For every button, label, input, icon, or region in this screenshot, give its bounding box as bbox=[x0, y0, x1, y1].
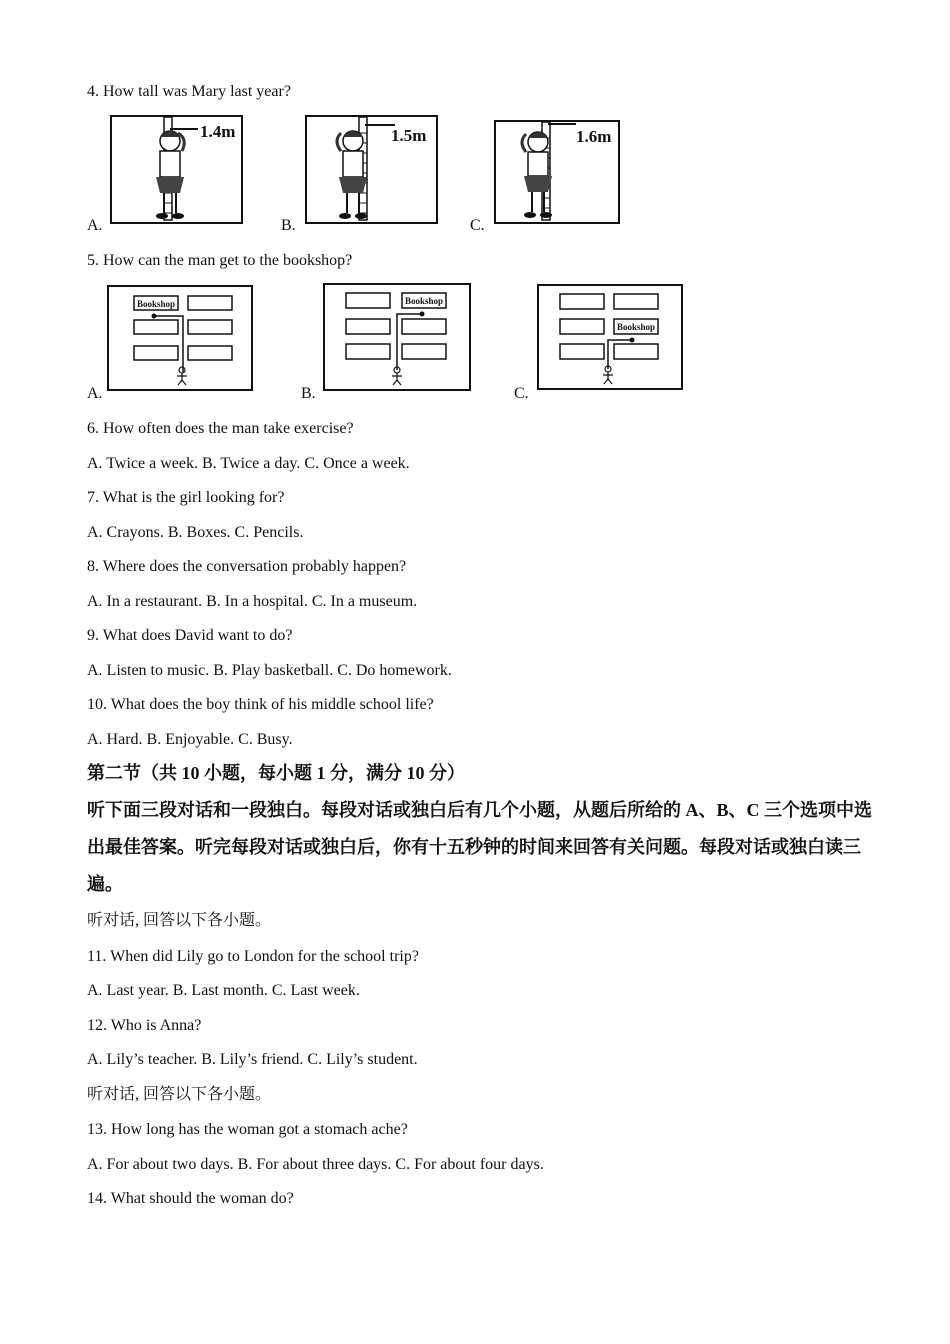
dialog1-intro: 听对话, 回答以下各小题。 bbox=[87, 912, 272, 929]
q14-question: 14. What should the woman do? bbox=[87, 1190, 294, 1207]
q12-question: 12. Who is Anna? bbox=[87, 1017, 202, 1034]
q12-options: A. Lily’s teacher. B. Lily’s friend. C. Lily’s student. bbox=[87, 1051, 418, 1068]
q5-option-b-label: B. bbox=[301, 385, 316, 402]
section2-instructions: 听下面三段对话和一段独白。每段对话或独白后有几个小题，从题后所给的 A、B、C 三个选项中选出最佳答案。听完每段对话或独白后，你有十五秒钟的时间来回答有关问题。每段对话或独白读三遍。 bbox=[87, 800, 872, 894]
q4-option-c-image bbox=[492, 118, 622, 226]
q4-option-b-image bbox=[303, 113, 441, 227]
q7-options: A. Crayons. B. Boxes. C. Pencils. bbox=[87, 524, 304, 541]
q5-option-b-shop: Bookshop bbox=[405, 296, 444, 306]
q6-question: 6. How often does the man take exercise? bbox=[87, 420, 354, 437]
q5-question: 5. How can the man get to the bookshop? bbox=[87, 252, 353, 269]
q13-options: A. For about two days. B. For about three days. C. For about four days. bbox=[87, 1156, 544, 1173]
q11-question: 11. When did Lily go to London for the school trip? bbox=[87, 948, 419, 965]
q7-question: 7. What is the girl looking for? bbox=[87, 489, 285, 506]
q9-options: A. Listen to music. B. Play basketball. C. Do homework. bbox=[87, 662, 452, 679]
q4-option-a-height: 1.4m bbox=[200, 122, 236, 141]
q4-option-a-image bbox=[108, 113, 246, 227]
q9-question: 9. What does David want to do? bbox=[87, 627, 293, 644]
q4-question: 4. How tall was Mary last year? bbox=[87, 83, 291, 100]
q5-option-a-map bbox=[106, 284, 254, 392]
dialog2-intro: 听对话, 回答以下各小题。 bbox=[87, 1086, 272, 1103]
q10-question: 10. What does the boy think of his middle school life? bbox=[87, 696, 434, 713]
q6-options: A. Twice a week. B. Twice a day. C. Once a week. bbox=[87, 455, 410, 472]
q4-option-c-label: C. bbox=[470, 217, 485, 234]
q4-option-b-height: 1.5m bbox=[391, 126, 427, 145]
q11-options: A. Last year. B. Last month. C. Last week. bbox=[87, 982, 360, 999]
section2-heading: 第二节（共 10 小题，每小题 1 分，满分 10 分） bbox=[87, 763, 465, 783]
q10-options: A. Hard. B. Enjoyable. C. Busy. bbox=[87, 731, 293, 748]
q8-question: 8. Where does the conversation probably happen? bbox=[87, 558, 407, 575]
q5-option-c-label: C. bbox=[514, 385, 529, 402]
q5-option-c-map bbox=[536, 283, 684, 391]
q5-option-c-shop: Bookshop bbox=[617, 322, 656, 332]
q4-option-c-height: 1.6m bbox=[576, 127, 612, 146]
q5-option-a-shop: Bookshop bbox=[137, 299, 176, 309]
q4-option-a-label: A. bbox=[87, 217, 103, 234]
q5-option-b-map bbox=[322, 282, 472, 392]
q4-option-b-label: B. bbox=[281, 217, 296, 234]
q13-question: 13. How long has the woman got a stomach ache? bbox=[87, 1121, 408, 1138]
q5-option-a-label: A. bbox=[87, 385, 103, 402]
q8-options: A. In a restaurant. B. In a hospital. C. In a museum. bbox=[87, 593, 418, 610]
